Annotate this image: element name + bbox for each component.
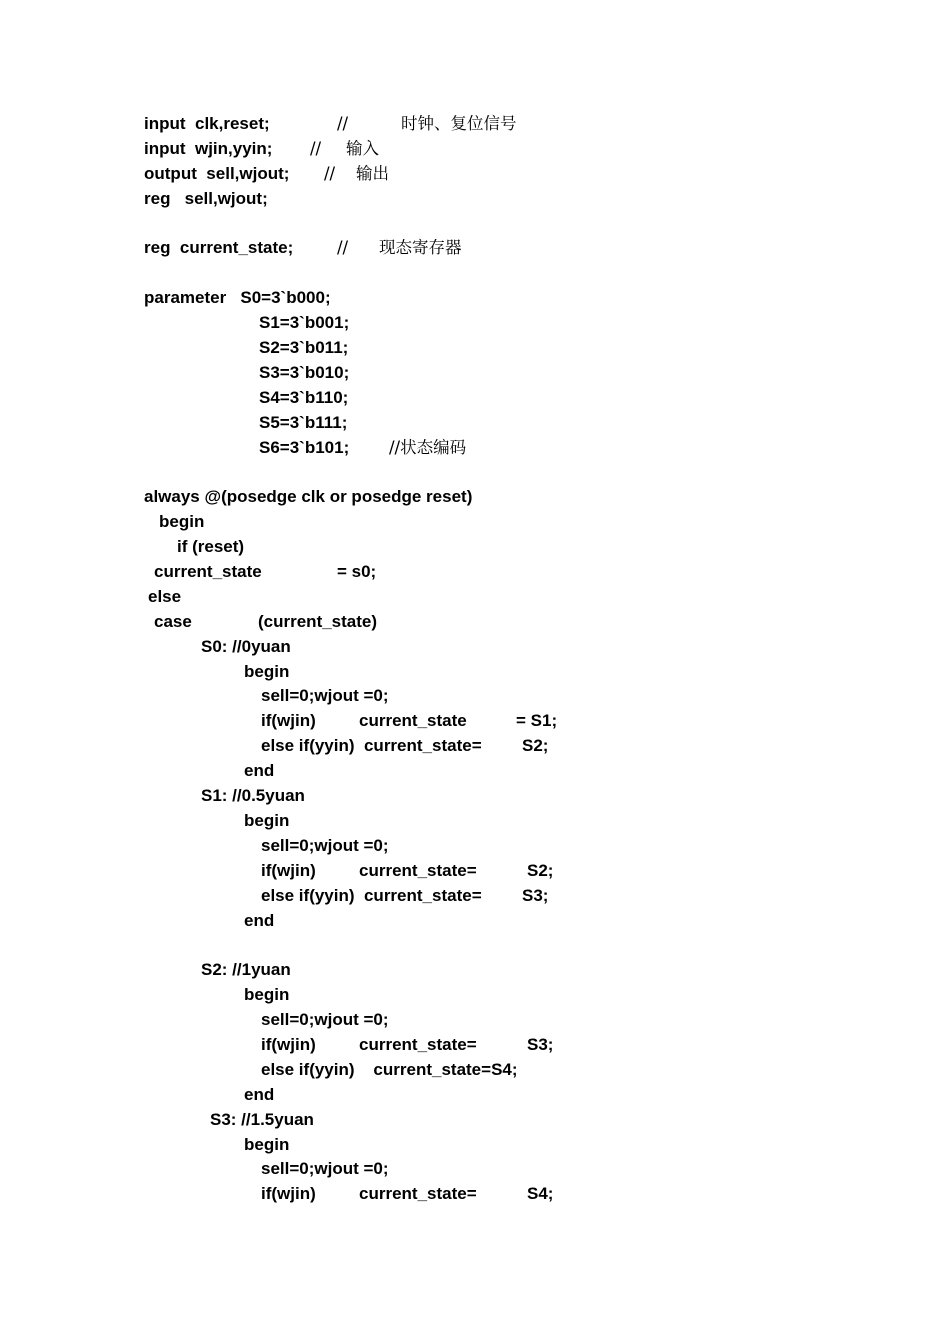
code-text: sell=0;wjout =0; — [261, 1159, 389, 1179]
code-text: case — [154, 611, 192, 631]
code-line — [0, 734, 950, 759]
code-line — [0, 759, 950, 784]
code-line — [0, 958, 950, 983]
code-line — [0, 1182, 950, 1207]
code-line — [0, 635, 950, 660]
code-line — [0, 560, 950, 585]
code-text: sell=0;wjout =0; — [261, 1010, 389, 1030]
code-text: begin — [159, 512, 205, 532]
code-text: S2: //1yuan — [201, 960, 291, 980]
code-line — [0, 884, 950, 909]
code-text: else if(yyin) current_state=S4; — [261, 1059, 518, 1079]
code-text: S3=3`b010; — [259, 362, 350, 382]
code-line — [0, 784, 950, 809]
code-text: begin — [244, 1134, 290, 1154]
code-line — [0, 1133, 950, 1158]
code-text: S3; — [527, 1034, 554, 1054]
code-text: output sell,wjout; — [144, 163, 290, 183]
code-text: S2; — [527, 860, 554, 880]
code-text: end — [244, 910, 275, 930]
code-text: S1: //0.5yuan — [201, 786, 305, 806]
blank-line — [0, 261, 950, 286]
code-text: S5=3`b111; — [259, 412, 348, 432]
code-line — [0, 1157, 950, 1182]
code-line — [0, 485, 950, 510]
code-text: = S1; — [516, 711, 558, 731]
code-text: reg sell,wjout; — [144, 188, 268, 208]
code-line — [0, 834, 950, 859]
code-line — [0, 112, 950, 137]
code-text: current_state — [359, 711, 467, 731]
code-line — [0, 386, 950, 411]
code-text: else — [148, 586, 182, 606]
code-text: if(wjin) — [261, 1184, 316, 1204]
comment-marker: // — [310, 138, 322, 158]
code-line — [0, 1058, 950, 1083]
code-line — [0, 684, 950, 709]
code-line — [0, 311, 950, 336]
comment-marker: // — [337, 238, 349, 258]
code-text: begin — [244, 661, 290, 681]
code-text: S3; — [522, 885, 549, 905]
code-line — [0, 585, 950, 610]
code-text: S2=3`b011; — [259, 338, 349, 358]
code-line — [0, 1008, 950, 1033]
comment-text: 时钟、复位信号 — [401, 114, 517, 133]
code-text: parameter S0=3`b000; — [144, 288, 331, 308]
verilog-code-listing — [0, 112, 950, 1207]
code-line — [0, 336, 950, 361]
code-text: S4; — [527, 1184, 554, 1204]
code-text: sell=0;wjout =0; — [261, 686, 389, 706]
code-text: always @(posedge clk or posedge reset) — [144, 487, 473, 507]
code-line — [0, 660, 950, 685]
code-text: S0: //0yuan — [201, 636, 291, 656]
code-line — [0, 535, 950, 560]
code-text: reg current_state; — [144, 238, 294, 258]
blank-line — [0, 460, 950, 485]
code-text: sell=0;wjout =0; — [261, 835, 389, 855]
comment-marker: // — [337, 114, 349, 133]
code-text: if(wjin) — [261, 1034, 316, 1054]
code-text: if(wjin) — [261, 860, 316, 880]
code-line — [0, 1033, 950, 1058]
code-text: S1=3`b001; — [259, 313, 350, 333]
code-text: S6=3`b101; — [259, 437, 350, 457]
code-line — [0, 436, 950, 461]
code-line — [0, 137, 950, 162]
comment-text: //状态编码 — [389, 437, 467, 457]
code-text: input wjin,yyin; — [144, 138, 273, 158]
code-text: = s0; — [337, 562, 377, 582]
code-line — [0, 859, 950, 884]
code-line — [0, 187, 950, 212]
blank-line — [0, 933, 950, 958]
comment-text: 现态寄存器 — [379, 238, 462, 258]
code-line — [0, 1108, 950, 1133]
code-line — [0, 411, 950, 436]
code-text: else if(yyin) current_state= — [261, 736, 482, 756]
comment-marker: // — [324, 163, 336, 183]
code-line — [0, 809, 950, 834]
code-line — [0, 610, 950, 635]
code-text: else if(yyin) current_state= — [261, 885, 482, 905]
code-text: S3: //1.5yuan — [210, 1109, 314, 1129]
code-text: current_state= — [359, 1184, 477, 1204]
code-line — [0, 909, 950, 934]
comment-text: 输入 — [346, 138, 379, 158]
code-text: current_state= — [359, 860, 477, 880]
code-line — [0, 361, 950, 386]
code-line — [0, 510, 950, 535]
code-text: end — [244, 1084, 275, 1104]
code-line — [0, 286, 950, 311]
code-line — [0, 236, 950, 261]
code-line — [0, 709, 950, 734]
code-line — [0, 162, 950, 187]
code-text: (current_state) — [258, 611, 378, 631]
code-text: current_state= — [359, 1034, 477, 1054]
code-text: input clk,reset; — [144, 114, 270, 133]
code-text: current_state — [154, 562, 262, 582]
code-text: begin — [244, 985, 290, 1005]
comment-text: 输出 — [356, 163, 389, 183]
blank-line — [0, 212, 950, 237]
code-text: begin — [244, 810, 290, 830]
code-line — [0, 1083, 950, 1108]
code-line — [0, 983, 950, 1008]
code-text: if(wjin) — [261, 711, 316, 731]
code-text: if (reset) — [177, 537, 245, 557]
code-text: end — [244, 761, 275, 781]
code-text: S4=3`b110; — [259, 387, 349, 407]
code-text: S2; — [522, 736, 549, 756]
